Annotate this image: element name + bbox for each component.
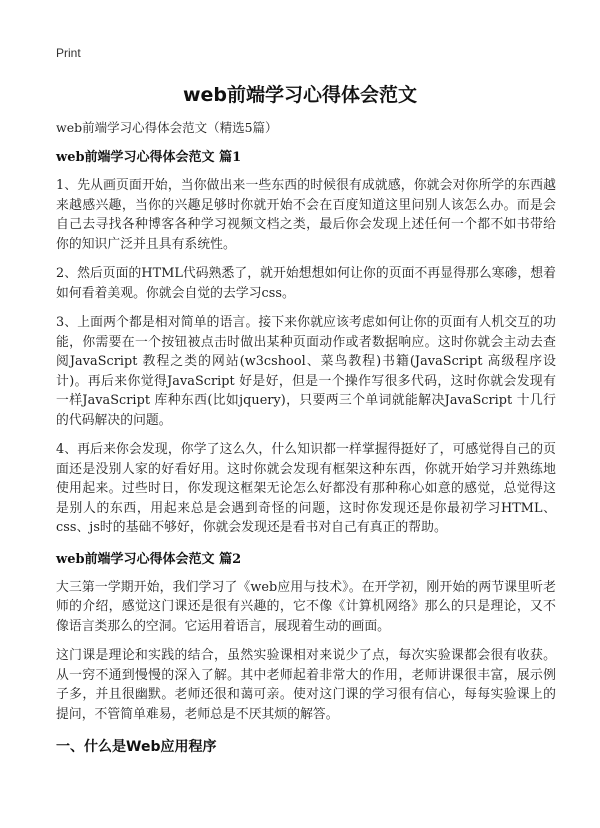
document-body bbox=[56, 118, 556, 758]
outline-heading: 一、什么是Web应用程序 bbox=[56, 739, 217, 755]
page-title: web前端学习心得体会范文 bbox=[182, 84, 418, 106]
section-1-paragraph-4: 4、再后来你会发现，你学了这么久，什么知识都一样掌握得挺好了，可感觉得自己的页面还是没别人家的好看好用。这时你就会发现有框架这种东西，你就开始学习并熟练地使用起来。过些时日，你发现这框架无论怎么好都没有那种称心如意的感觉，总觉得这是别人的东西，用起来总是会遇到奇怪的问题，这时你发现还是你最初学习HTML、css、js时的基础不够好，你就会发现还是看书对自己有真正的帮助。 bbox=[56, 442, 556, 535]
section-1-paragraph-1: 1、先从画页面开始，当你做出来一些东西的时候很有成就感，你就会对你所学的东西越来越感兴趣，当你的兴趣足够时你就开始不会在百度知道这里问别人该怎么办。而是会自己去寻找各种博客各种学习视频文档之类，最后你会发现上述任何一个都不如书带给你的知识广泛并且具有系统性。 bbox=[56, 178, 556, 252]
section-heading-1: web前端学习心得体会范文 篇1 bbox=[56, 150, 242, 165]
section-2-paragraph-1: 大三第一学期开始，我们学习了《web应用与技术》。在开学初，刚开始的两节课里听老师的介绍，感觉这门课还是很有兴趣的，它不像《计算机网络》那么的只是理论，又不像语言类那么的空洞。它运用着语言，展现着生动的画面。 bbox=[56, 579, 556, 634]
section-1-paragraph-2: 2、然后页面的HTML代码熟悉了，就开始想想如何让你的页面不再显得那么寒碜，想着如何看着美观。你就会自觉的去学习css。 bbox=[56, 266, 556, 301]
document-subtitle: web前端学习心得体会范文（精选5篇） bbox=[56, 120, 278, 135]
section-heading-2: web前端学习心得体会范文 篇2 bbox=[56, 551, 242, 567]
print-link[interactable]: Print bbox=[56, 46, 81, 60]
section-1-paragraph-3: 3、上面两个都是相对简单的语言。接下来你就应该考虑如何让你的页面有人机交互的功能，你需要在一个按钮被点击时做出某种页面动作或者数据响应。这时你就会主动去查阅JavaScript 教程之类的网站(w3cshool、菜鸟教程)书籍(JavaScript 高级程序设计)。再后来你觉得JavaScript 好是好，但是一个操作写很多代码，这时你就会发现有一样JavaScript 库种东西(比如jquery)，只要两三个单词就能解决JavaScript 十几行的代码解决的问题。 bbox=[56, 315, 556, 428]
section-2-paragraph-2: 这门课是理论和实践的结合，虽然实验课相对来说少了点，每次实验课都会很有收获。从一窍不通到慢慢的深入了解。其中老师起着非常大的作用，老师讲课很丰富，展示例子多，并且很幽默。老师还很和蔼可亲。使对这门课的学习很有信心，每每实验课上的提问，不管简单难易，老师总是不厌其烦的解答。 bbox=[56, 648, 556, 722]
